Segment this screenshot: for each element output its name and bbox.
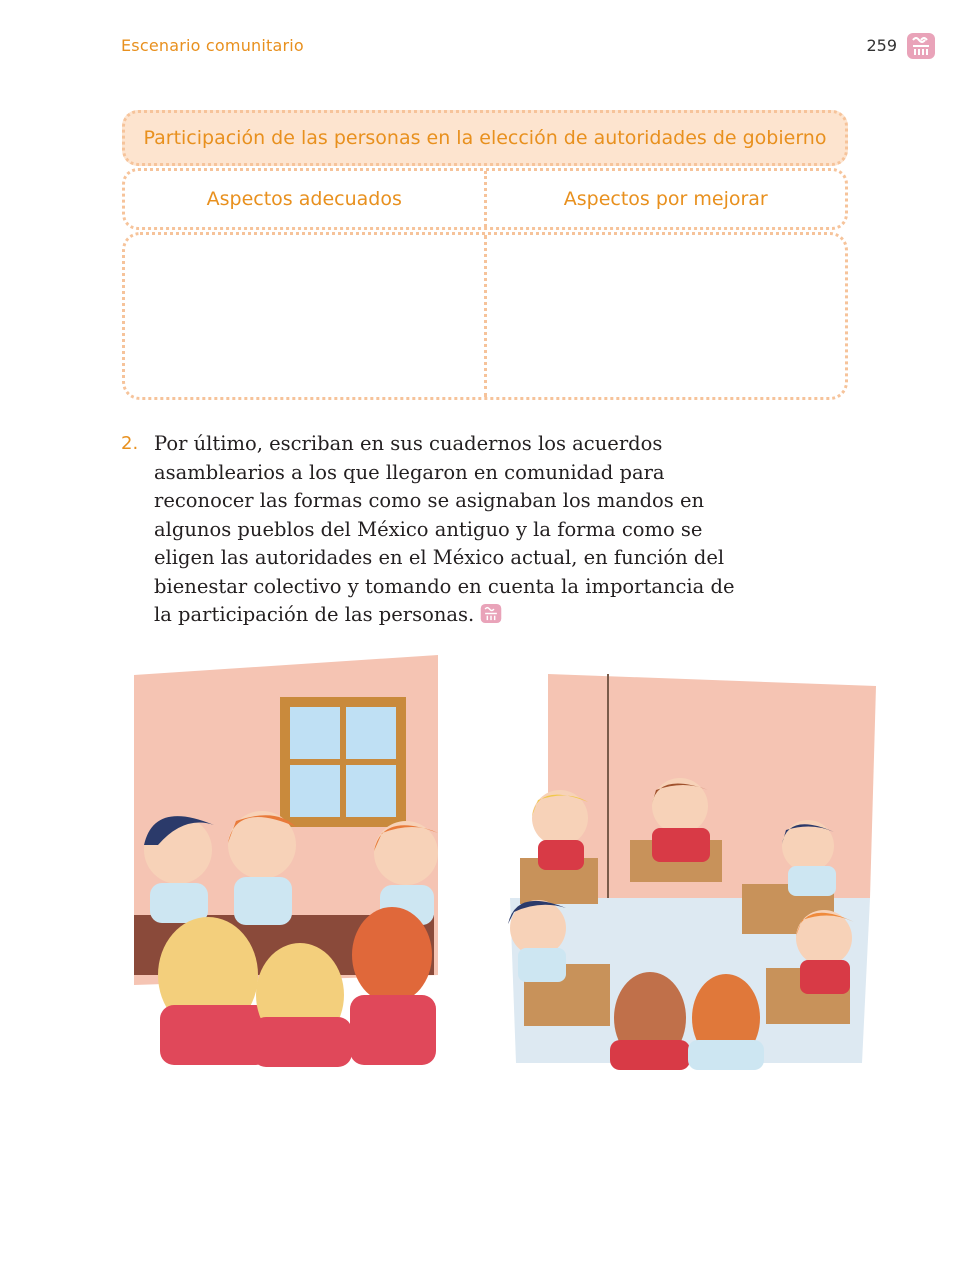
answer-cell-adequate[interactable]	[125, 235, 484, 397]
evaluation-table	[122, 110, 848, 400]
table-title: Participación de las personas en la elección de autoridades de gobierno	[122, 110, 848, 166]
table-header-row	[122, 168, 848, 230]
children-assembly-illustration	[130, 655, 442, 1070]
assembly-glyph-icon	[906, 32, 936, 60]
column-header-improve: Aspectos por mejorar	[484, 171, 846, 227]
section-title: Escenario comunitario	[121, 36, 304, 55]
activity-number: 2.	[121, 433, 139, 454]
classroom-desks-illustration	[490, 668, 882, 1073]
assembly-glyph-icon	[480, 603, 502, 624]
column-header-adequate: Aspectos adecuados	[206, 188, 402, 210]
activity-text: Por último, escriban en sus cuadernos los acuerdos asamblearios a los que llegaron en comunidad para reconocer las formas como se asignaban los mandos en algunos pueblos del México antiguo y la forma como se eligen las autoridades en el México actual, en función del bienestar colectivo y tomando en cuenta la importancia de la participación de las personas.	[154, 432, 735, 626]
page-number: 259	[866, 36, 897, 55]
activity-instruction	[121, 430, 741, 630]
table-answer-row	[122, 232, 848, 400]
answer-cell-improve[interactable]	[484, 235, 846, 397]
